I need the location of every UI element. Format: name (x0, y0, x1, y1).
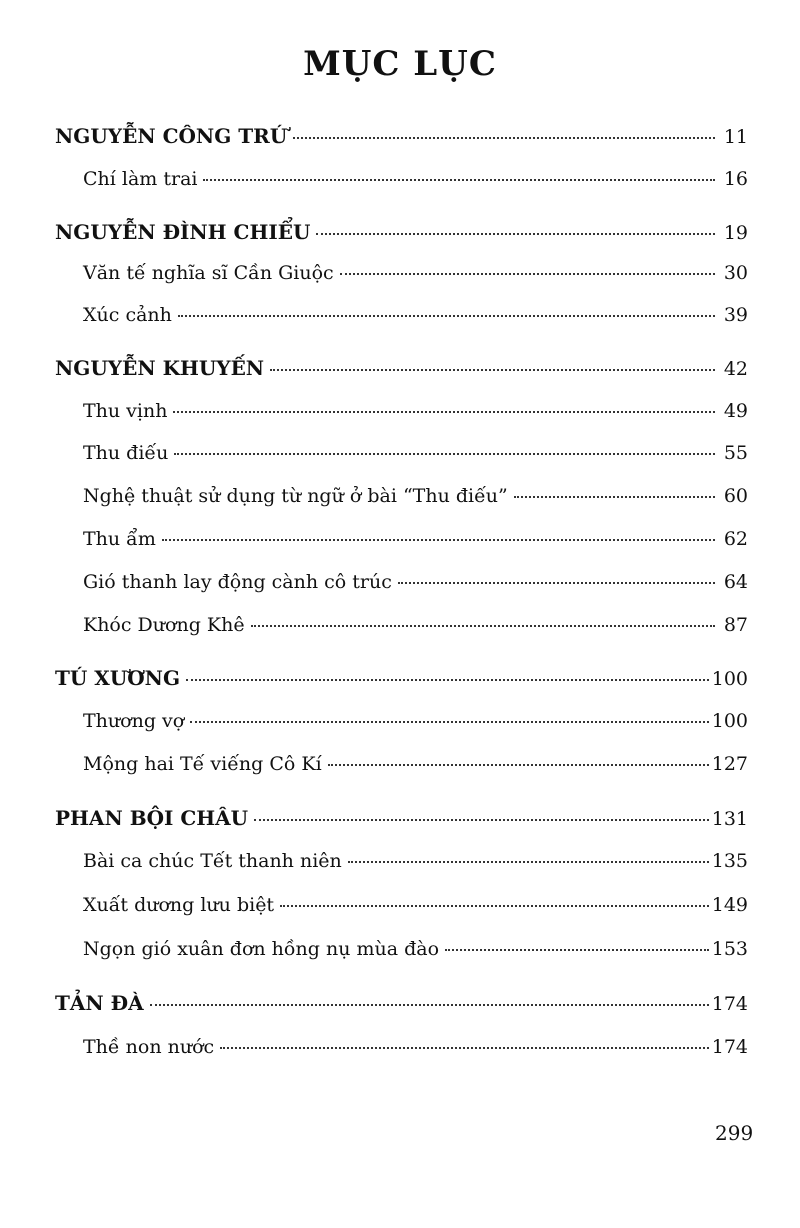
toc-work-title: Thề non nước (83, 1036, 215, 1058)
toc-work-entry (83, 168, 748, 190)
toc-work-title: Thương vợ (83, 710, 185, 732)
dot-leader (398, 581, 715, 584)
toc-work-title: Văn tế nghĩa sĩ Cần Giuộc (83, 262, 334, 284)
toc-page-number: 42 (723, 358, 748, 380)
dot-leader (445, 948, 709, 951)
toc-page-number: 16 (723, 168, 748, 190)
dot-leader (150, 1003, 709, 1006)
toc-page-number: 100 (711, 668, 748, 690)
toc-work-entry (83, 442, 748, 464)
toc-page-number: 55 (723, 442, 748, 464)
toc-work-entry (83, 400, 748, 422)
toc-author-entry (55, 124, 748, 148)
dot-leader (162, 538, 715, 541)
toc-page-number: 19 (723, 222, 748, 244)
toc-work-title: Nghệ thuật sử dụng từ ngữ ở bài “Thu điếu” (83, 485, 508, 507)
toc-work-title: Ngọn gió xuân đơn hồng nụ mùa đào (83, 938, 440, 960)
dot-leader (203, 178, 715, 181)
toc-work-entry (83, 528, 748, 550)
toc-work-title: Chí làm trai (83, 168, 198, 190)
toc-author-name: NGUYỄN CÔNG TRỨ (55, 124, 288, 148)
dot-leader (293, 136, 715, 139)
toc-author-name: TÚ XƯƠNG (55, 666, 181, 690)
toc-page-number: 174 (711, 1036, 748, 1058)
toc-author-entry (55, 666, 748, 690)
toc-author-entry (55, 356, 748, 380)
toc-work-entry (83, 1036, 748, 1058)
dot-leader (174, 452, 715, 455)
toc-work-entry (83, 485, 748, 507)
toc-work-entry (83, 894, 748, 916)
toc-page-number: 64 (723, 571, 748, 593)
dot-leader (178, 314, 715, 317)
toc-work-entry (83, 710, 748, 732)
toc-page-number: 127 (711, 753, 748, 775)
toc-page-number: 87 (723, 614, 748, 636)
toc-author-name: PHAN BỘI CHÂU (55, 806, 249, 830)
dot-leader (190, 720, 709, 723)
dot-leader (173, 410, 715, 413)
toc-author-entry (55, 991, 748, 1015)
dot-leader (186, 678, 709, 681)
dot-leader (270, 368, 715, 371)
toc-page-number: 60 (723, 485, 748, 507)
dot-leader (251, 624, 715, 627)
toc-work-entry (83, 304, 748, 326)
toc-page-number: 62 (723, 528, 748, 550)
dot-leader (280, 904, 709, 907)
page-title: MỤC LỤC (303, 44, 497, 84)
toc-work-title: Thu ẩm (83, 528, 156, 550)
dot-leader (220, 1046, 709, 1049)
dot-leader (348, 860, 709, 863)
dot-leader (328, 763, 709, 766)
toc-page-number: 30 (723, 262, 748, 284)
toc-work-title: Mộng hai Tế viếng Cô Kí (83, 753, 322, 775)
toc-work-entry (83, 614, 748, 636)
toc-page-number: 39 (723, 304, 748, 326)
toc-author-entry (55, 220, 748, 244)
toc-page-number: 11 (723, 126, 748, 148)
toc-page-number: 149 (711, 894, 748, 916)
toc-author-name: NGUYỄN KHUYẾN (55, 356, 265, 380)
dot-leader (514, 495, 715, 498)
dot-leader (316, 232, 715, 235)
page-number: 299 (715, 1121, 754, 1145)
dot-leader (340, 272, 715, 275)
toc-page-number: 100 (711, 710, 748, 732)
toc-page-number: 135 (711, 850, 748, 872)
dot-leader (254, 818, 709, 821)
toc-work-title: Thu điếu (83, 442, 169, 464)
toc-work-title: Xuất dương lưu biệt (83, 894, 275, 916)
toc-page-number: 174 (711, 993, 748, 1015)
toc-author-name: TẢN ĐÀ (55, 991, 144, 1015)
toc-work-entry (83, 753, 748, 775)
toc-page-number: 153 (711, 938, 748, 960)
toc-work-title: Khóc Dương Khê (83, 614, 245, 636)
toc-page-number: 131 (711, 808, 748, 830)
toc-page-number: 49 (723, 400, 748, 422)
toc-work-entry (83, 262, 748, 284)
toc-author-name: NGUYỄN ĐÌNH CHIỂU (55, 220, 311, 244)
toc-work-title: Gió thanh lay động cành cô trúc (83, 571, 392, 593)
toc-author-entry (55, 806, 748, 830)
toc-work-title: Bài ca chúc Tết thanh niên (83, 850, 342, 872)
toc-work-entry (83, 938, 748, 960)
toc-work-title: Xúc cảnh (83, 304, 172, 326)
toc-work-entry (83, 850, 748, 872)
toc-work-entry (83, 571, 748, 593)
toc-work-title: Thu vịnh (83, 400, 168, 422)
